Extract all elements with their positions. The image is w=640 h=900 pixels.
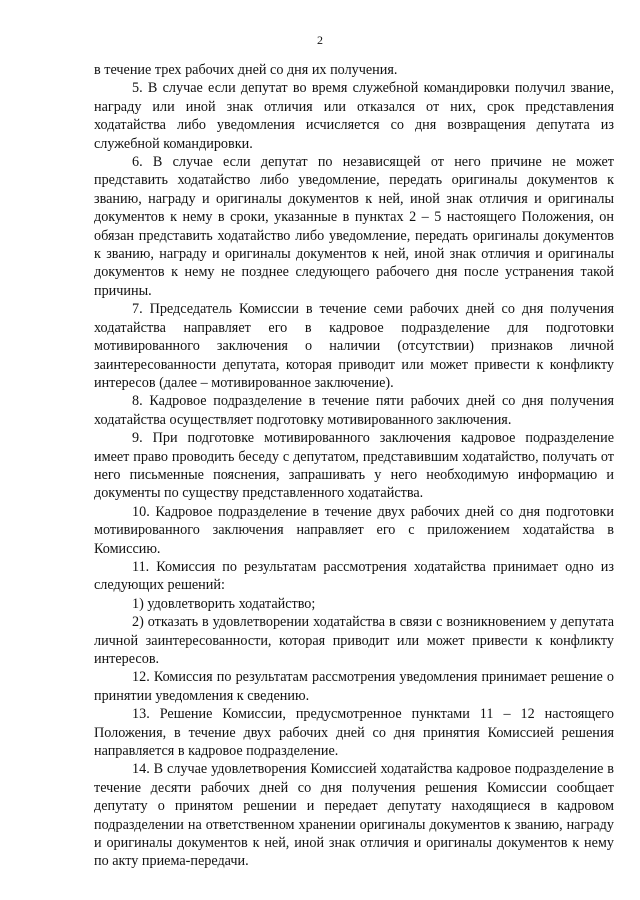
paragraph-item-11: 11. Комиссия по результатам рассмотрения ходатайства принимает одно из следующих решений: (94, 558, 614, 594)
paragraph-item-13: 13. Решение Комиссии, предусмотренное пунктами 11 – 12 настоящего Положения, в течение двух рабочих дней со дня принятия Комиссией решения направляется в кадровое подразделение. (94, 706, 614, 760)
paragraph-continuation: в течение трех рабочих дней со дня их получения. (94, 62, 398, 78)
paragraph-item-5: 5. В случае если депутат во время служебной командировки получил звание, награду или иной знак отличия или отказался от них, срок представления ходатайства либо уведомления исчисляется со дня возвращения депутата из служебной командировки. (94, 80, 614, 152)
paragraph-subitem-1: 1) удовлетворить ходатайство; (132, 595, 316, 612)
paragraph-item-8: 8. Кадровое подразделение в течение пяти рабочих дней со дня получения ходатайства осуществляет подготовку мотивированного заключения. (94, 393, 614, 428)
paragraph-subitem-2: 2) отказать в удовлетворении ходатайства в связи с возникновением у депутата личной заинтересованности, которая приводит или может привести к конфликту интересов. (94, 614, 614, 667)
paragraph-item-12: 12. Комиссия по результатам рассмотрения уведомления принимает решение о принятии уведомления к сведению. (94, 669, 614, 704)
paragraph-item-9: 9. При подготовке мотивированного заключения кадровое подразделение имеет право проводить беседу с депутатом, представившим ходатайство, получать от него письменные пояснения, запрашивать у него необходимую информацию и документы по существу представленного ходатайства. (94, 430, 614, 502)
page-number: 2 (317, 33, 323, 47)
paragraph-item-10: 10. Кадровое подразделение в течение двух рабочих дней со дня подготовки мотивированного заключения направляет его с приложением ходатайства в Комиссию. (94, 503, 614, 557)
paragraph-item-7: 7. Председатель Комиссии в течение семи рабочих дней со дня получения ходатайства направляет его в кадровое подразделение для подготовки мотивированного заключения о наличии (отсутствии) признаков личной заинтересованности депутата, которая приводит или может привести к конфликту интересов (далее – мотивированное заключение). (94, 301, 614, 391)
document-body (94, 61, 614, 871)
paragraph-item-6: 6. В случае если депутат по независящей от него причине не может представить ходатайство либо уведомление, передать оригиналы документов к званию, награду и оригиналы документов к ней, иной знак отличия и оригиналы документов к нему в сроки, указанные в пунктах 2 – 5 настоящего Положения, он обязан представить ходатайство либо уведомление, передать оригиналы документов к званию, награду и оригиналы документов к ней, иной знак отличия и оригиналы документов к нему не позднее следующего рабочего дня после устранения такой причины. (94, 154, 614, 299)
paragraph-item-14: 14. В случае удовлетворения Комиссией ходатайства кадровое подразделение в течение десяти рабочих дней со дня получения решения Комиссии сообщает депутату о принятом решении и передает депутату находящиеся в кадровом подразделении на ответственном хранении оригиналы документов к званию, награду и оригиналы документов к ней, иной знак отличия и оригиналы документов к нему по акту приема-передачи. (94, 761, 614, 870)
